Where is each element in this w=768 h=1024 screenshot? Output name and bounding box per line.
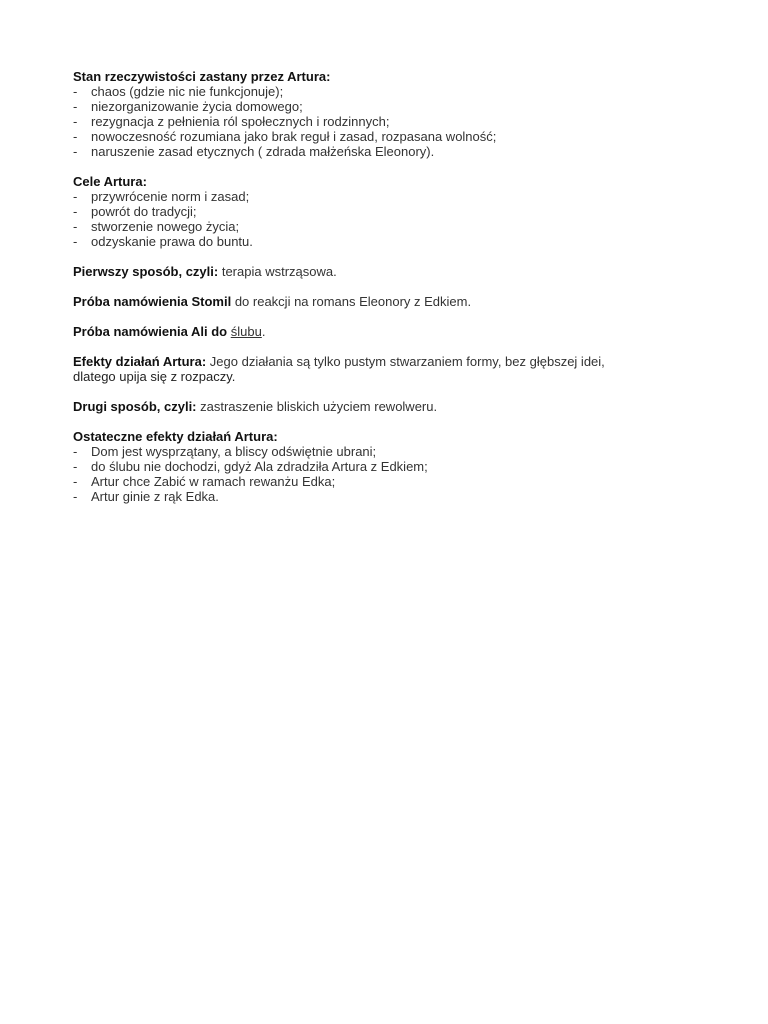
list-item-text: chaos (gdzie nic nie funkcjonuje);	[91, 84, 284, 99]
paragraph-text: terapia wstrząsowa.	[218, 264, 337, 279]
paragraph-end: .	[261, 324, 266, 339]
list-item-text: nowoczesność rozumiana jako brak reguł i zasad, rozpasana wolność;	[91, 129, 497, 144]
list-item	[73, 219, 693, 234]
paragraph-lead: Efekty działań Artura:	[73, 354, 207, 369]
paragraph-lead: Drugi sposób, czyli:	[73, 399, 197, 414]
paragraph-lead: Próba namówienia Stomil	[73, 294, 232, 309]
list-item-text: stworzenie nowego życia;	[91, 219, 240, 234]
list-item	[73, 84, 693, 99]
section-reality	[73, 69, 693, 159]
dash-bullet: -	[73, 489, 78, 504]
list-item	[73, 234, 693, 249]
list-item	[73, 189, 693, 204]
list-item-text: niezorganizowanie życia domowego;	[91, 99, 303, 114]
dash-bullet: -	[73, 144, 78, 159]
list-item	[73, 459, 693, 474]
dash-bullet: -	[73, 444, 78, 459]
section-goals	[73, 174, 693, 249]
list-item	[73, 204, 693, 219]
paragraph-text: do reakcji na romans Eleonory z Edkiem.	[231, 294, 472, 309]
paragraph-lead: Próba namówienia Ali do	[73, 324, 228, 339]
dash-bullet: -	[73, 129, 78, 144]
dash-bullet: -	[73, 219, 78, 234]
paragraph-text: Jego działania są tylko pustym stwarzaniem formy, bez głębszej idei,	[206, 354, 605, 369]
bullet-list	[73, 84, 693, 159]
list-item-text: przywrócenie norm i zasad;	[91, 189, 250, 204]
wedding-link[interactable]: ślubu	[230, 324, 262, 339]
paragraph-text: zastraszenie bliskich użyciem rewolweru.	[196, 399, 438, 414]
list-item	[73, 129, 693, 144]
list-item	[73, 444, 693, 459]
dash-bullet: -	[73, 459, 78, 474]
list-item	[73, 114, 693, 129]
list-item-text: Dom jest wysprzątany, a bliscy odświętnie ubrani;	[91, 444, 377, 459]
paragraph-ala	[73, 324, 693, 339]
paragraph-line	[73, 324, 693, 339]
paragraph-lead: Pierwszy sposób, czyli:	[73, 264, 219, 279]
section-heading: Stan rzeczywistości zastany przez Artura:	[73, 69, 331, 84]
list-item-text: powrót do tradycji;	[91, 204, 197, 219]
list-item-text: Artur chce Zabić w ramach rewanżu Edka;	[91, 474, 336, 489]
list-item	[73, 99, 693, 114]
paragraph-line	[73, 264, 693, 279]
paragraph-line	[73, 294, 693, 309]
paragraph-stomil	[73, 294, 693, 309]
bullet-list	[73, 444, 693, 504]
paragraph-text-line2: dlatego upija się z rozpaczy.	[73, 369, 236, 384]
paragraph-first-method	[73, 264, 693, 279]
dash-bullet: -	[73, 114, 78, 129]
section-heading: Ostateczne efekty działań Artura:	[73, 429, 278, 444]
list-item-text: do ślubu nie dochodzi, gdyż Ala zdradziła Artura z Edkiem;	[91, 459, 428, 474]
bullet-list	[73, 189, 693, 249]
list-item	[73, 474, 693, 489]
list-item-text: naruszenie zasad etycznych ( zdrada małżeńska Eleonory).	[91, 144, 435, 159]
paragraph-second-method	[73, 399, 693, 414]
list-item	[73, 144, 693, 159]
list-item-text: rezygnacja z pełnienia ról społecznych i rodzinnych;	[91, 114, 390, 129]
list-item	[73, 489, 693, 504]
dash-bullet: -	[73, 189, 78, 204]
paragraph-effects	[73, 354, 693, 384]
dash-bullet: -	[73, 474, 78, 489]
paragraph-line	[73, 399, 693, 414]
list-item-text: odzyskanie prawa do buntu.	[91, 234, 253, 249]
section-heading: Cele Artura:	[73, 174, 147, 189]
dash-bullet: -	[73, 99, 78, 114]
paragraph-line	[73, 354, 693, 369]
section-final-effects	[73, 429, 693, 504]
dash-bullet: -	[73, 204, 78, 219]
list-item-text: Artur ginie z rąk Edka.	[91, 489, 219, 504]
document-page	[73, 69, 693, 519]
dash-bullet: -	[73, 234, 78, 249]
dash-bullet: -	[73, 84, 78, 99]
